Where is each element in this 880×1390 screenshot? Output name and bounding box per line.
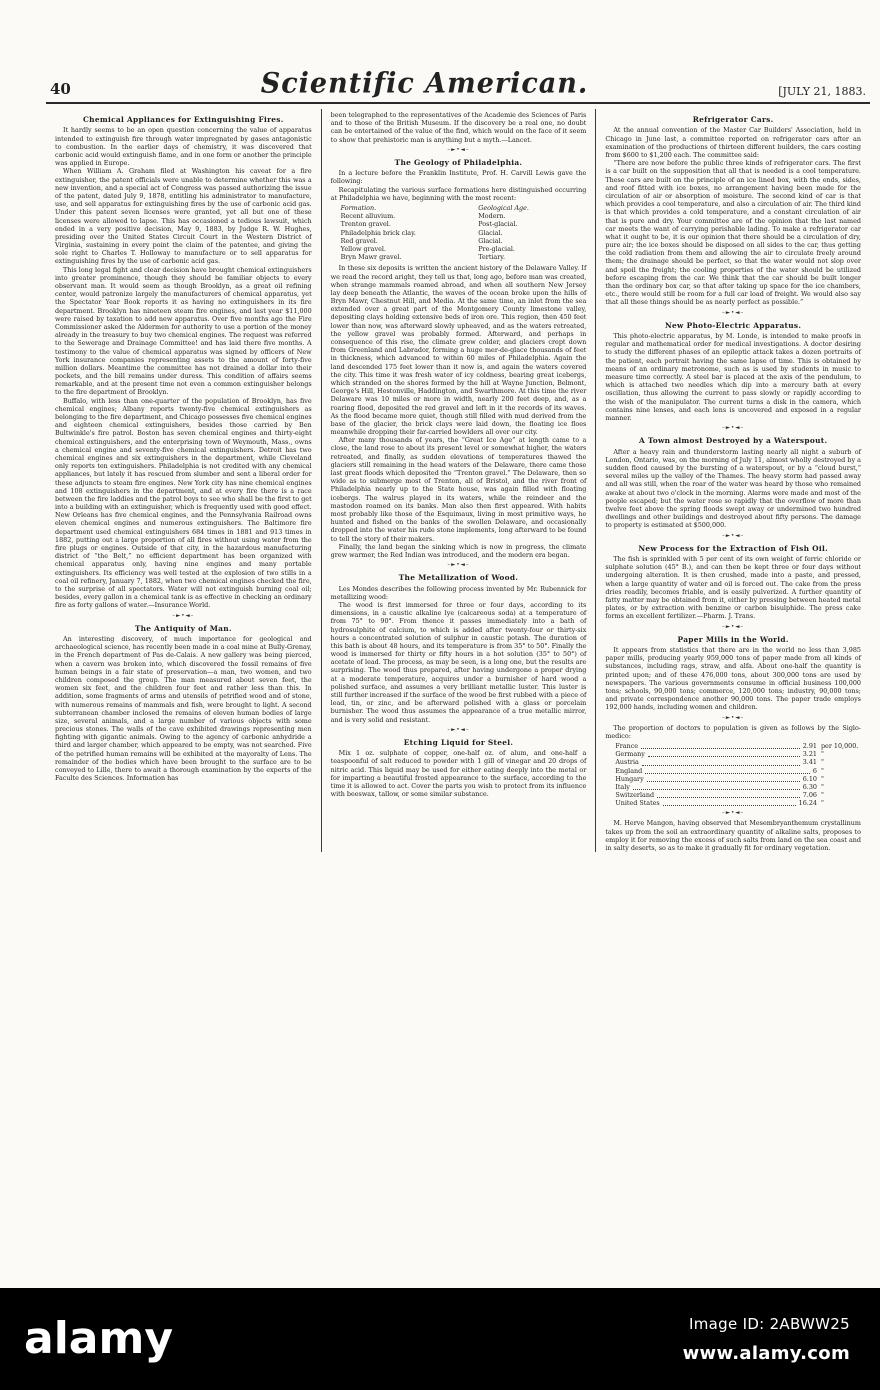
article-divider-ornament: –►•◄– — [722, 623, 745, 630]
article-paragraph: Mix 1 oz. sulphate of copper, one-half oz. of alum, and one-half a teaspoonful of salt reduced to powder with 1 gill of vinegar and 20 drops of nitric acid. This liquid may be used for either eating deeply into the metal or for imparting a beautiful frosted appearance to the surface, according to the time it is allowed to act. Cover the parts you wish to protect from its influence with beeswax, tallow, or some similar substance. — [330, 749, 587, 799]
article-heading: The Metallization of Wood. — [398, 573, 519, 583]
formation-cell: Philadelphia brick clay. — [340, 228, 416, 237]
article-heading: Paper Mills in the World. — [677, 634, 789, 644]
stat-country: Switzerland — [615, 791, 655, 800]
article-paragraph: Finally, the land began the sinking which is now in progress, the climate grew warmer, the Red Indian was introduced, and the modern era began. — [330, 542, 587, 559]
stat-value: 3.21 — [802, 750, 817, 759]
alamy-footer-bar — [0, 1288, 880, 1390]
article-divider-ornament: –►•◄– — [447, 146, 470, 153]
dotted-leader — [663, 805, 796, 806]
article-paragraph: been telegraphed to the representatives of the Academie des Sciences of Paris and to those of the British Museum. If the discovery be a real one, no doubt can be entertained of the value of the find, which would on the face of it seem to show that prehistoric man is anything but a myth.—Lancet. — [330, 111, 587, 144]
stat-country: Hungary — [615, 774, 644, 783]
article-divider-ornament: –►•◄– — [722, 714, 745, 721]
dotted-leader — [633, 789, 800, 790]
article-paragraph: In these six deposits is written the ancient history of the Delaware Valley. If we read the record aright, they tell us that, long ago, before man was created, when strange mammals roamed abroad, and when all southern New Jersey lay deep beneath the Atlantic, the waves of the ocean broke upon the hills of Bryn Mawr, Chestnut Hill, and Media. At the same time, an inlet from the sea extended over a great part of the Montgomery County limestone valley, depositing clays holding extensive beds of iron ore. This region, then 450 feet lower than now, was afterward slowly upheaved, and as the waters retreated, the yellow gravel was probably formed. Afterward, and perhaps in consequence of this rise, the climate grew colder, and glaciers crept down from Greenland and Labrador, forming a huge mer-de-glace thousands of feet in thickness, which advanced to within 60 miles of Philadelphia. Again the land descended 175 feet lower than it now is, and again the waters covered the city. This time it was fresh water of icy coldness, bearing great icebergs, which stranded on the shores formed by the hill at Wayne Junction, Belmont, George's Hill, Hestonville, Haddington, and Swarthmore. At this time the river Delaware was 10 miles or more in width, nearly 200 feet deep, and, as a roaring flood, deposited the red gravel and left in it the records of its waves. As the flood became more quiet, though still filled with mud derived from the base of the glacier, the brick clays were laid down, the floating ice floes meanwhile dropping their far-carried bowlders all over our city. — [330, 264, 587, 437]
age-cell: Glacial. — [478, 236, 503, 245]
formation-table-row — [341, 212, 587, 220]
stat-row — [615, 775, 855, 783]
age-cell: Modern. — [478, 212, 506, 221]
image-id-label: Image ID: 2ABWW25 — [689, 1314, 850, 1333]
formation-table-row — [341, 237, 587, 245]
age-cell: Tertiary. — [478, 253, 506, 262]
stat-country: England — [615, 766, 643, 775]
stat-unit: " — [820, 791, 824, 800]
article-paragraph: When William A. Graham filed at Washington his caveat for a fire extinguisher, the patent officials were unable to determine whether this was a new invention, and a special act of Congress was passed authorizing the issue of the patent, dated July 9, 1878, entitling his administrator to manufacture, use, and sell apparatus for extinguishing fires by the use of carbonic acid gas. Under this patent seven licenses were granted, yet all but one of these licenses were allowed to lapse. This has occasioned a tedious lawsuit, which ended in a very positive decision, May 9, 1883, by Judge R. W. Hughes, presiding over the United States Circuit Court in the Western District of Virginia, sustaining in every point the claim of the patentee, and giving the sole right to Charles T. Holloway to manufacture or to sell apparatus for extinguishing fires by the use of carbonic acid gas. — [55, 167, 312, 266]
stat-unit: " — [820, 750, 824, 759]
formation-table-row — [341, 245, 587, 253]
stat-unit: " — [820, 799, 824, 808]
article-paragraph: “There are now before the public three kinds of refrigerator cars. The first is a car built on the supposition that all that is needed is a cool temperature. These cars are built on the principle of an ice lined box, with the ends, sides, and roof fitted with ice boxes, no arrangement having been made for the circulation of air or absorption of moisture. The second kind of car is that which provides a cool temperature, and also a circulation of air. The third kind is that which provides a cold temperature, and a constant circulation of air that is pure and dry. Your committee are of the opinion that the last named car meets the want of carrying perishable lading. To make a refrigerator car what it ought to be, it is our opinion that there should be a circulation of dry, pure air; the ice boxes should be disposed on all sides to the car, thus getting the cold radiation from them and allowing the air to circulate freely around them; the drainage should be perfect, so that the water would not slop over and spoil the freight; the cooling properties of the water should be utilized before escaping from the car. We think that the car should be built longer than the ordinary box car, so that after taking up space for the ice chambers, etc., there would still be room for a full car load of freight. We would also say that all these things should be as nearly perfect as possible.” — [605, 159, 861, 307]
age-cell: Post-glacial. — [478, 220, 518, 229]
formation-cell: Bryn Mawr gravel. — [340, 253, 402, 262]
article-heading: A Town almost Destroyed by a Waterspout. — [638, 436, 828, 446]
stat-country: Austria — [615, 758, 639, 767]
dotted-leader — [645, 773, 810, 774]
article-columns — [46, 109, 870, 852]
stat-country: United States — [615, 799, 660, 808]
stat-row — [615, 750, 855, 758]
age-cell: Glacial. — [478, 228, 503, 237]
alamy-url: www.alamy.com — [682, 1342, 850, 1364]
masthead-rule — [46, 102, 870, 104]
stat-row — [615, 783, 855, 791]
article-paragraph: After many thousands of years, the “Great Ice Age” at length came to a close, the land rose to about its present level or somewhat higher, the waters retreated, and finally, as sudden elevations of temperatures thawed the glaciers still remaining in the head waters of the Delaware, there came those last great floods which deposited the “Trenton gravel.” The Delaware, then so wide as to submerge most of Trenton, all of Bristol, and the river front of Philadelphia nearly up to the State house, was again filled with floating icebergs. The walrus played in its waters, while the reindeer and the mastodon roamed on its banks. Man also then first appeared. With habits most probably like those of the Esquimaux, living in most primitive ways, he hunted and fished on the banks of the swollen Delaware, and occasionally dropped into the water his rude stone implements, long afterward to be found to tell the story of their makers. — [330, 436, 587, 543]
dotted-leader — [648, 756, 800, 757]
formation-cell: Red gravel. — [340, 236, 378, 245]
stat-unit: " — [820, 758, 824, 767]
article-divider-ornament: –►•◄– — [722, 810, 745, 817]
dotted-leader — [647, 781, 800, 782]
doctors-per-population-list — [615, 741, 859, 808]
journal-title: Scientific American. — [260, 67, 589, 100]
stat-row — [615, 791, 855, 799]
stat-value: 2.91 — [802, 741, 817, 750]
stat-unit: " — [820, 782, 824, 791]
age-cell: Pre-glacial. — [478, 244, 515, 253]
article-paragraph: In a lecture before the Franklin Institute, Prof. H. Carvill Lewis gave the following: — [330, 169, 587, 186]
article-paragraph: M. Herve Mangon, having observed that Mesembryanthemum crystallinum takes up from the soil an extraordinary quantity of alkaline salts, proposes to employ it for removing the excess of such salts from land on the sea coast and in salty deserts, so as to make it gradually fit for ordinary vegetation. — [605, 819, 861, 853]
column-right — [595, 109, 870, 852]
article-paragraph: This long legal fight and clear decision have brought chemical extinguishers into greater prominence, though they should be familiar objects to every observant man. It would seem as though Brooklyn, as a great oil refining center, would patronize largely the manufacturers of chemical apparatus, yet the Spectator Year Book reports it as having no extinguishers in its fire department. Brooklyn has nineteen steam fire engines, and last year $11,000 were raised by taxation to add new apparatus. Over five months ago the Fire Commissioner asked the Aldermen for authority to use a portion of the money already in the treasury to buy two chemical engines. The request was referred to the Sewerage and Drainage Committee! and has laid there five months. A testimony to the value of chemical apparatus was signed by officers of New York insurance companies representing assets to the amount of forty-five million dollars. Meantime the committee has not drained a dollar into their pockets, and the bill remains under duress. This condition of affairs seems remarkable, and at the present time not even a common extinguisher belongs to the fire department of Brooklyn. — [55, 265, 312, 397]
formation-table-header — [341, 204, 587, 212]
article-divider-ornament: –►•◄– — [447, 562, 470, 569]
stat-value: 6 — [812, 766, 817, 775]
alamy-logo: alamy — [24, 1313, 173, 1364]
article-paragraph: It hardly seems to be an open question concerning the value of apparatus intended to extinguish fire through water impregnated by gases antagonistic to combustion. In the earlier days of chemistry, it was discovered that carbonic acid would extinguish flame, and in one form or another the principle was applied in Europe. — [55, 126, 312, 168]
article-heading: The Geology of Philadelphia. — [394, 157, 523, 167]
article-heading: Refrigerator Cars. — [692, 115, 774, 124]
age-column-header: Geological Age. — [478, 204, 529, 212]
article-paragraph: The fish is sprinkled with 5 per cent of its own weight of ferric chloride or sulphate solution (45° B.), and can then be kept three or four days without undergoing alteration. It is then crushed, made into a paste, and pressed, when a large quantity of water and oil is forced out. The cake from the press dries readily, becomes friable, and is easily pulverized. A further quantity of fatty matter may be obtained from it, either by pressing between heated metal plates, or by extraction with benzine or carbon bisulphide. The press cake forms an excellent fertilizer.—Pharm. J. Trans. — [605, 555, 861, 621]
article-heading: Etching Liquid for Steel. — [403, 737, 514, 747]
stat-value: 6.30 — [802, 782, 817, 791]
page-number: 40 — [50, 80, 71, 98]
formation-table-row — [341, 229, 587, 237]
formation-cell: Yellow gravel. — [340, 244, 386, 253]
formation-table-row — [341, 220, 587, 228]
column-left — [46, 109, 321, 852]
stat-unit: " — [820, 774, 824, 783]
article-paragraph: An interesting discovery, of much importance for geological and archaeological science, has recently been made in a coal mine at Bully-Grenay, in the French department of Pas de-Calais. A new gallery was being pierced, when a cavern was broken into, which discovered the fossil remains of five human beings in a fair state of preservation—a man, two women, and two children composed the group. The man measured about seven feet, the women six feet, and the children four feet and rather less than this. In addition, some fragments of arms and utensils of petrified wood and of stone, with numerous remains of mammals and fish, were brought to light. A second subterranean chamber inclosed the remains of eleven human bodies of large size, several animals, and a large number of various objects with some precious stones. The walls of the cave exhibited drawings representing men fighting with gigantic animals. Owing to the agency of carbonic anhydride a third and larger chamber, which appeared to be empty, was not searched. Five of the petrified human remains will be exhibited at the mayoralty of Lens. The remainder of the bodies which have been brought to the surface are to be conveyed to Lille, there to await a thorough examination by the experts of the Faculte des Sciences. Information has — [55, 635, 312, 783]
stat-value: 6.10 — [802, 774, 817, 783]
formation-table-row — [341, 253, 587, 261]
stat-unit: " — [820, 766, 824, 775]
stat-value: 16.24 — [798, 799, 817, 808]
formation-table — [341, 204, 587, 261]
article-heading: Chemical Appliances for Extinguishing Fires. — [83, 115, 284, 124]
article-paragraph: Buffalo, with less than one-quarter of the population of Brooklyn, has five chemical engines; Albany reports twenty-five chemical extinguishers as belonging to the fire department, and Chicago possesses five chemical engines and eighteen chemical extinguishers, besides those carried by Ben Bultwinkle's fire patrol. Boston has seven chemical engines and thirty-eight chemical extinguishers, and the enterprising town of Weymouth, Mass., owns a chemical engine and seventy-five chemical extinguishers. Detroit has two chemical engines and six extinguishers in the department, while Cleveland only reports ten extinguishers. Philadelphia is not credited with any chemical appliances, but lately it has rescued from slumber and sent a liberal order for these adjuncts to steam fire engines. New York city has nine chemical engines and 108 extinguishers in the department, and at every fire there is a race between the fire laddies and the patrol boys to see who shall be the first to get into a building with an extinguisher, which is frequently used with good effect. New Orleans has five chemical engines, and the Pennsylvania Railroad owns eleven chemical engines and numerous extinguishers. The Baltimore fire department used chemical extinguishers 684 times in 1881 and 913 times in 1882, putting out a large proportion of all fires without using water from the fire plugs or engines. Outside of that city, in the hazardous manufacturing district of “the Belt,” no efficient department has been organized with chemical apparatus only, having nine engines and many portable extinguishers. Its efficiency was well tested at the explosion of two stills in a coal oil refinery, January 7, 1882, when two chemical engines checked the fire, to the surprise of all spectators. Water will not extinguish burning coal oil; besides, every gallon in a chemical tank is as effective in checking an ordinary fire as forty gallons of water.—Insurance World. — [55, 396, 312, 610]
stat-unit: per 10,000. — [820, 741, 859, 750]
article-heading: New Photo-Electric Apparatus. — [665, 320, 802, 330]
article-paragraph: The proportion of doctors to population is given as follows by the Siglo-medico: — [605, 723, 861, 740]
dotted-leader — [642, 765, 800, 766]
formation-column-header: Formation. — [340, 204, 377, 212]
article-paragraph: It appears from statistics that there are in the world no less than 3,985 paper mills, producing yearly 959,000 tons of paper made from all kinds of substances, including rags, straw, and alfa. About one-half the quantity is printed upon; and of these 476,000 tons, about 300,000 tons are used by newspapers. The various governments consume in official business 100,000 tons; schools, 90,000 tons; commerce, 120,000 tons; industry, 90,000 tons; and private correspondence another 90,000 tons. The paper trade employs 192,000 hands, including women and children. — [605, 646, 861, 712]
article-divider-ornament: –►•◄– — [722, 425, 745, 432]
stat-country: Italy — [615, 782, 630, 791]
issue-date: [JULY 21, 1883. — [778, 85, 866, 98]
stat-row — [615, 741, 859, 750]
stat-country: France — [615, 741, 639, 750]
stat-row — [615, 799, 855, 807]
article-paragraph: Recapitulating the various surface formations here distinguished occurring at Philadelphia we have, beginning with the most recent: — [330, 185, 587, 202]
article-divider-ornament: –►•◄– — [447, 726, 470, 733]
column-middle — [321, 109, 596, 852]
stat-value: 3.41 — [802, 758, 817, 767]
article-paragraph: This photo-electric apparatus, by M. Londe, is intended to make proofs in regular and mathematical order for medical investigations. A doctor desiring to study the different phases of an epileptic attack takes a dozen portraits of the patient, each portrait having the same lapse of time. This is obtained by means of an ordinary metronome, such as is used by students in music to measure time correctly. A steel bar is placed at the axis of the pendulum, to which is attached two needles which dip into a mercury bath at every oscillation, thus allowing the current to pass slowly or rapidly according to the wish of the manipulator. The current turns a disk in the camera, which contains nine lenses, and each lens is uncovered and exposed in a regular manner. — [605, 332, 861, 422]
masthead — [46, 67, 870, 100]
stat-row — [615, 758, 855, 766]
stat-row — [615, 767, 855, 775]
stat-country: Germany — [615, 750, 645, 759]
article-paragraph: At the annual convention of the Master Car Builders' Association, held in Chicago in June last, a committee reported on refrigerator cars after an examination of the productions of thirteen different builders, the cars costing from $600 to $1,200 each. The committee said: — [605, 126, 861, 160]
formation-cell: Recent alluvium. — [340, 212, 396, 221]
article-heading: New Process for the Extraction of Fish Oil. — [638, 543, 828, 553]
article-divider-ornament: –►•◄– — [722, 532, 745, 539]
article-paragraph: The wood is first immersed for three or four days, according to its dimensions, in a caustic alkaline lye (calcareous soda) at a temperature of from 75° to 90°. From thence it passes immediately into a bath of hydrosulphite of calcium, to which is added after twenty-four or thirty-six hours a concentrated solution of sulphur in caustic potash. The duration of this bath is about 48 hours, and its temperature is from 35° to 50°. Finally the wood is immersed for thirty or fifty hours in a hot solution (35° to 50°) of acetate of lead. The process, as may be seen, is a long one, but the results are surprising. The wood thus prepared, after having undergone a proper drying at a moderate temperature, acquires under a burnisher of hard wood a polished surface, and assumes a very brilliant metallic luster. This luster is still further increased if the surface of the wood be first rubbed with a piece of lead, tin, or zinc, and be afterward polished with a glass or porcelain burnisher. The wood thus assumes the appearance of a true metallic mirror, and is very solid and resistant. — [330, 600, 587, 724]
article-heading: The Antiquity of Man. — [134, 623, 232, 633]
article-paragraph: After a heavy rain and thunderstorm lasting nearly all night a suburb of London, Ontario, was, on the morning of July 11, almost wholly destroyed by a sudden flood caused by the bursting of a waterspout, or by a “cloud burst,” several miles up the valley of the Thames. The heavy storm had passed away and all was still, when the roar of the water was heard by those who remained awake at about two o'clock in the morning. Alarms were made and most of the people escaped; but the water rose so rapidly that the overflow of more than twelve feet above the spring floods swept away or undermined two hundred dwellings and other buildings and destroyed about fifty persons. The damage to property is estimated at $500,000. — [605, 447, 861, 530]
article-divider-ornament: –►•◄– — [722, 309, 745, 316]
article-paragraph: Les Mondes describes the following process invented by Mr. Rubennick for metallizing wood: — [330, 584, 587, 601]
stat-value: 7.06 — [802, 791, 817, 800]
dotted-leader — [641, 748, 800, 749]
article-divider-ornament: –►•◄– — [172, 612, 195, 619]
dotted-leader — [657, 797, 800, 798]
footer-info — [683, 1315, 850, 1364]
formation-cell: Trenton gravel. — [340, 220, 391, 229]
